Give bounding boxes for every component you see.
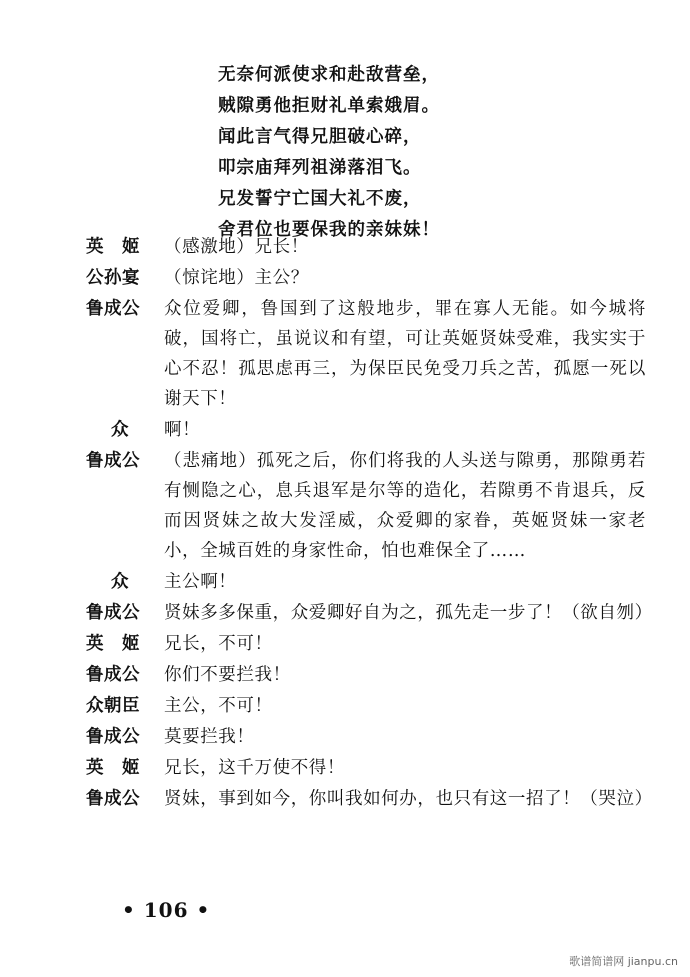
speech-text: 你们不要拦我！ xyxy=(164,665,291,685)
speech-text: 主公啊！ xyxy=(164,572,237,592)
speaker-name: 鲁成公 xyxy=(86,727,140,747)
speech-text: 贤妹，事到如今，你叫我如何办，也只有这一招了！（哭泣） xyxy=(164,789,653,809)
speaker-name: 鲁成公 xyxy=(86,789,140,809)
speech-text: （惊诧地）主公？ xyxy=(164,268,309,288)
verse-line: 贼隙勇他拒财礼单索娥眉。 xyxy=(218,96,440,116)
dialogue-line xyxy=(86,598,653,628)
speech-text: 啊！ xyxy=(164,420,201,440)
speaker-name: 英 姬 xyxy=(86,237,140,257)
dialogue-line xyxy=(86,232,646,262)
dialogue-line xyxy=(86,294,646,414)
speech-text: 主公，不可！ xyxy=(164,696,273,716)
verse-line: 无奈何派使求和赴敌营垒， xyxy=(218,65,440,85)
dialogue-line xyxy=(86,629,646,659)
verse-line: 闻此言气得兄胆破心碎， xyxy=(218,127,422,147)
speech-text: 兄长，不可！ xyxy=(164,634,273,654)
dialogue-line xyxy=(86,784,653,814)
verse-block xyxy=(218,60,638,246)
speaker-name: 众 xyxy=(111,572,129,592)
dialogue-line xyxy=(86,722,646,752)
dialogue-line xyxy=(86,415,646,445)
speaker-name: 鲁成公 xyxy=(86,665,140,685)
dialogue-line xyxy=(86,446,646,566)
speaker-name: 鲁成公 xyxy=(86,603,140,623)
speech-text: （悲痛地）孤死之后，你们将我的人头送与隙勇，那隙勇若有恻隐之心，息兵退军是尔等的造化，若隙勇不肯退兵，反而因贤妹之故大发淫威，众爱卿的家眷，英姬贤妹一家老小，全城百姓的身家性命，怕也难保全了…… xyxy=(164,451,646,561)
dialogue-line xyxy=(86,753,646,783)
speaker-name: 鲁成公 xyxy=(86,451,140,471)
verse-line: 兄发誓宁亡国大礼不废， xyxy=(218,189,422,209)
speech-text: 兄长，这千万使不得！ xyxy=(164,758,345,778)
speech-text: 莫要拦我！ xyxy=(164,727,255,747)
dialogue-line xyxy=(86,263,646,293)
speaker-name: 公孙宴 xyxy=(86,268,140,288)
dialogue-block xyxy=(86,232,653,814)
verse-line: 叩宗庙拜列祖涕落泪飞。 xyxy=(218,158,422,178)
speech-text: （感激地）兄长！ xyxy=(164,237,309,257)
dialogue-line xyxy=(86,691,646,721)
page-number: • 106 • xyxy=(122,898,211,922)
verse-line: 舍君位也要保我的亲妹妹！ xyxy=(218,220,440,240)
speaker-name: 英 姬 xyxy=(86,758,140,778)
speaker-name: 众朝臣 xyxy=(86,696,140,716)
speaker-name: 众 xyxy=(111,420,129,440)
speech-text: 贤妹多多保重，众爱卿好自为之，孤先走一步了！（欲自刎） xyxy=(164,603,653,623)
speaker-name: 英 姬 xyxy=(86,634,140,654)
dialogue-line xyxy=(86,567,646,597)
speech-text: 众位爱卿，鲁国到了这般地步，罪在寡人无能。如今城将破，国将亡，虽说议和有望，可让英姬贤妹受难，我实实于心不忍！孤思虑再三，为保臣民免受刀兵之苦，孤愿一死以谢天下！ xyxy=(164,299,646,409)
dialogue-line xyxy=(86,660,646,690)
speaker-name: 鲁成公 xyxy=(86,299,140,319)
watermark-text: 歌谱简谱网 jianpu.cn xyxy=(569,955,678,968)
